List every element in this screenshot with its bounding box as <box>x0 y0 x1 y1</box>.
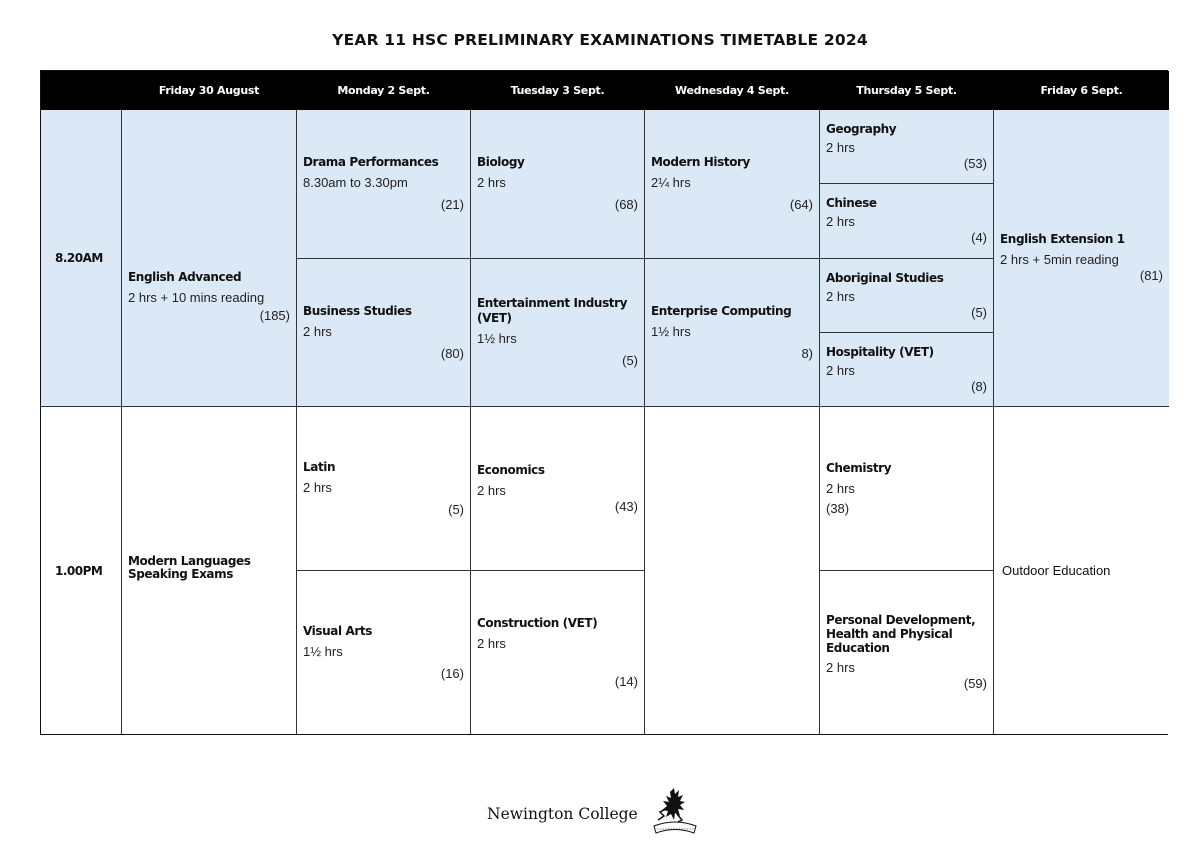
exam-duration: 2 hrs <box>826 362 855 378</box>
exam-hospitality <box>820 333 994 407</box>
exam-chinese <box>820 184 994 259</box>
exam-visual-arts <box>297 571 471 734</box>
page-title: YEAR 11 HSC PRELIMINARY EXAMINATIONS TIMETABLE 2024 <box>332 31 868 49</box>
exam-count: (81) <box>1139 268 1163 283</box>
exam-modern-history <box>645 110 820 259</box>
exam-latin <box>297 407 471 571</box>
exam-count: (21) <box>440 197 464 212</box>
exam-duration: 1½ hrs <box>651 323 691 339</box>
exam-geography <box>820 110 994 184</box>
exam-count: 8) <box>801 345 813 361</box>
exam-subject: Economics <box>477 462 545 477</box>
exam-count: (8) <box>971 378 987 394</box>
exam-subject: Personal Development, Health and Physical Education <box>826 613 976 655</box>
exam-subject: Chinese <box>826 196 877 210</box>
exam-duration: 2 hrs + 10 mins reading <box>128 290 265 305</box>
exam-duration: 1½ hrs <box>477 331 517 346</box>
exam-duration: 2 hrs <box>826 214 855 229</box>
exam-subject: Entertainment Industry (VET) <box>477 296 628 325</box>
exam-modern-languages <box>122 407 297 734</box>
exam-count: (16) <box>440 665 464 681</box>
exam-construction <box>471 571 645 734</box>
exam-entertainment-industry <box>471 259 645 407</box>
exam-subject: English Extension 1 <box>1000 232 1125 246</box>
session-time-pm: 1.00PM <box>41 407 122 734</box>
exam-count: (5) <box>971 304 987 320</box>
exam-enterprise-computing <box>645 259 820 407</box>
exam-count: (53) <box>963 155 987 171</box>
exam-count: (59) <box>963 676 987 691</box>
exam-aboriginal-studies <box>820 259 994 333</box>
exam-count: (5) <box>448 501 464 517</box>
exam-biology <box>471 110 645 259</box>
empty-slot-wednesday-pm <box>645 407 820 734</box>
exam-count: (68) <box>614 197 638 212</box>
header-day-6: Friday 6 Sept. <box>994 71 1169 110</box>
header-day-4: Wednesday 4 Sept. <box>645 71 820 110</box>
exam-duration: 2¼ hrs <box>651 175 691 190</box>
exam-duration: 2 hrs <box>826 139 855 155</box>
exam-outdoor-education: Outdoor Education <box>994 407 1169 734</box>
exam-subject: Chemistry <box>826 460 892 475</box>
header-day-2: Monday 2 Sept. <box>297 71 471 110</box>
school-logo <box>487 786 706 841</box>
exam-duration: 2 hrs <box>303 323 332 339</box>
exam-duration: 8.30am to 3.30pm <box>303 175 408 190</box>
exam-duration: 2 hrs <box>826 480 855 496</box>
exam-subject: Hospitality (VET) <box>826 344 934 359</box>
exam-subject: Visual Arts <box>303 623 372 638</box>
exam-count: (64) <box>789 197 813 212</box>
exam-count: (4) <box>971 230 987 245</box>
exam-pdhpe <box>820 571 994 734</box>
exam-count: (80) <box>440 345 464 361</box>
exam-business-studies <box>297 259 471 407</box>
exam-economics <box>471 407 645 571</box>
exam-duration: 2 hrs + 5min reading <box>1000 252 1119 267</box>
exam-count: (5) <box>622 353 638 368</box>
exam-subject: Modern Languages Speaking Exams <box>128 554 251 581</box>
header-corner <box>41 71 122 110</box>
exam-subject: Geography <box>826 121 897 136</box>
exam-duration: 2 hrs <box>826 288 855 304</box>
exam-count: (38) <box>826 500 850 516</box>
exam-duration: 2 hrs <box>303 479 332 495</box>
header-day-5: Thursday 5 Sept. <box>820 71 994 110</box>
exam-chemistry <box>820 407 994 571</box>
exam-subject: Business Studies <box>303 303 412 318</box>
exam-duration: 2 hrs <box>477 175 506 190</box>
exam-duration: 2 hrs <box>477 635 506 651</box>
exam-subject: Construction (VET) <box>477 615 598 630</box>
exam-subject: Enterprise Computing <box>651 303 792 318</box>
exam-count: (185) <box>259 308 290 323</box>
exam-subject: Drama Performances <box>303 155 439 169</box>
header-day-3: Tuesday 3 Sept. <box>471 71 645 110</box>
exam-subject: English Advanced <box>128 270 242 284</box>
exam-count: (14) <box>614 673 638 689</box>
timetable <box>40 70 1168 735</box>
exam-subject: Modern History <box>651 155 750 169</box>
griffin-crest-icon <box>644 786 706 841</box>
exam-duration: 2 hrs <box>826 660 855 675</box>
exam-subject: Aboriginal Studies <box>826 270 944 285</box>
exam-subject: Biology <box>477 155 525 169</box>
exam-drama <box>297 110 471 259</box>
exam-duration: 1½ hrs <box>303 643 343 659</box>
exam-subject: Latin <box>303 459 336 474</box>
session-time-am: 8.20AM <box>41 110 122 407</box>
exam-duration: 2 hrs <box>477 482 506 498</box>
exam-count: (43) <box>614 498 638 514</box>
exam-english-extension-1 <box>994 110 1169 407</box>
exam-english-advanced <box>122 110 297 407</box>
school-name: Newington College <box>487 804 638 823</box>
header-day-1: Friday 30 August <box>122 71 297 110</box>
